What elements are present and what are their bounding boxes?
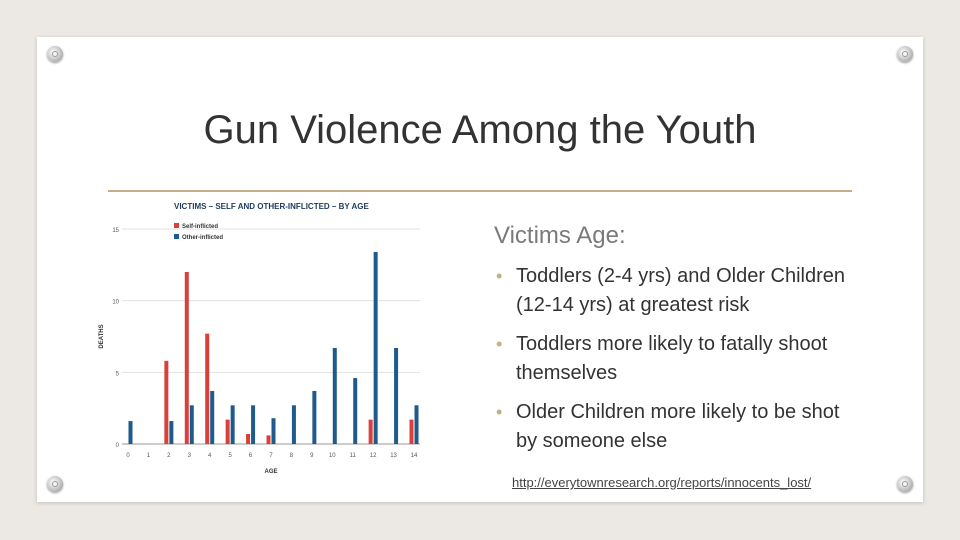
bullet-text: Older Children more likely to be shot by someone else bbox=[516, 401, 840, 452]
legend-label: Other-inflicted bbox=[182, 235, 224, 241]
bar-self-inflicted bbox=[369, 420, 373, 444]
bar-other-inflicted bbox=[292, 405, 296, 444]
bullet-icon: • bbox=[496, 266, 503, 286]
pin-icon bbox=[897, 476, 913, 492]
bullet-icon: • bbox=[496, 402, 503, 422]
x-tick-label: 4 bbox=[208, 453, 212, 459]
bar-other-inflicted bbox=[129, 421, 133, 444]
bar-other-inflicted bbox=[353, 378, 357, 444]
x-tick-label: 5 bbox=[228, 453, 232, 459]
bar-self-inflicted bbox=[185, 272, 189, 444]
bar-self-inflicted bbox=[205, 334, 209, 444]
bullet-item[interactable] bbox=[494, 262, 864, 320]
bar-other-inflicted bbox=[190, 405, 194, 444]
y-tick-label: 0 bbox=[115, 443, 119, 449]
x-tick-label: 13 bbox=[390, 453, 397, 459]
bullet-item[interactable] bbox=[494, 398, 864, 456]
bar-self-inflicted bbox=[267, 435, 271, 444]
y-tick-label: 5 bbox=[115, 371, 119, 378]
pin-icon bbox=[47, 476, 63, 492]
bar-self-inflicted bbox=[246, 434, 250, 444]
x-tick-label: 1 bbox=[146, 453, 151, 459]
title-divider bbox=[108, 190, 852, 192]
bullet-text: Toddlers more likely to fatally shoot themselves bbox=[516, 333, 828, 384]
bar-other-inflicted bbox=[394, 348, 398, 444]
y-tick-label: 10 bbox=[112, 299, 119, 306]
x-tick-label: 9 bbox=[310, 453, 314, 459]
bullet-list bbox=[494, 262, 864, 466]
x-tick-label: 6 bbox=[248, 453, 253, 459]
source-link[interactable]: http://everytownresearch.org/reports/innocents_lost/ bbox=[512, 475, 812, 490]
pin-icon bbox=[897, 46, 913, 62]
chart-image[interactable] bbox=[86, 195, 450, 482]
bar-other-inflicted bbox=[374, 252, 378, 444]
x-tick-label: 10 bbox=[328, 453, 336, 459]
x-tick-label: 2 bbox=[167, 453, 171, 459]
bar-other-inflicted bbox=[272, 418, 276, 444]
bar-self-inflicted bbox=[410, 420, 414, 444]
slide-title[interactable]: Gun Violence Among the Youth bbox=[203, 108, 757, 152]
bar-self-inflicted bbox=[226, 420, 230, 444]
y-tick-label: 15 bbox=[112, 228, 119, 234]
pin-icon bbox=[47, 46, 63, 62]
x-tick-label: 8 bbox=[289, 453, 294, 459]
legend-swatch bbox=[174, 223, 179, 228]
bar-other-inflicted bbox=[333, 348, 337, 444]
bar-other-inflicted bbox=[312, 391, 316, 444]
legend-label: Self-inflicted bbox=[182, 224, 219, 230]
x-tick-label: 7 bbox=[269, 453, 273, 459]
x-tick-label: 0 bbox=[126, 453, 130, 459]
bar-self-inflicted bbox=[164, 361, 168, 444]
bullet-icon: • bbox=[496, 334, 503, 354]
x-tick-label: 3 bbox=[187, 453, 191, 459]
legend-swatch bbox=[174, 234, 179, 239]
bar-other-inflicted bbox=[231, 405, 235, 444]
content-heading[interactable]: Victims Age: bbox=[494, 222, 626, 249]
bar-other-inflicted bbox=[169, 421, 173, 444]
chart-title: VICTIMS – SELF AND OTHER-INFLICTED – BY AGE bbox=[174, 202, 369, 211]
bar-other-inflicted bbox=[251, 405, 255, 444]
bar-other-inflicted bbox=[415, 405, 419, 444]
x-tick-label: 12 bbox=[369, 453, 377, 459]
x-tick-label: 14 bbox=[410, 453, 418, 459]
bar-chart bbox=[86, 195, 450, 482]
x-axis-label: AGE bbox=[264, 469, 278, 475]
bullet-text: Toddlers (2-4 yrs) and Older Children (12-14 yrs) at greatest risk bbox=[516, 265, 846, 316]
x-tick-label: 11 bbox=[349, 453, 356, 459]
bullet-item[interactable] bbox=[494, 330, 864, 388]
bar-other-inflicted bbox=[210, 391, 214, 444]
y-axis-label: DEATHS bbox=[99, 324, 105, 349]
